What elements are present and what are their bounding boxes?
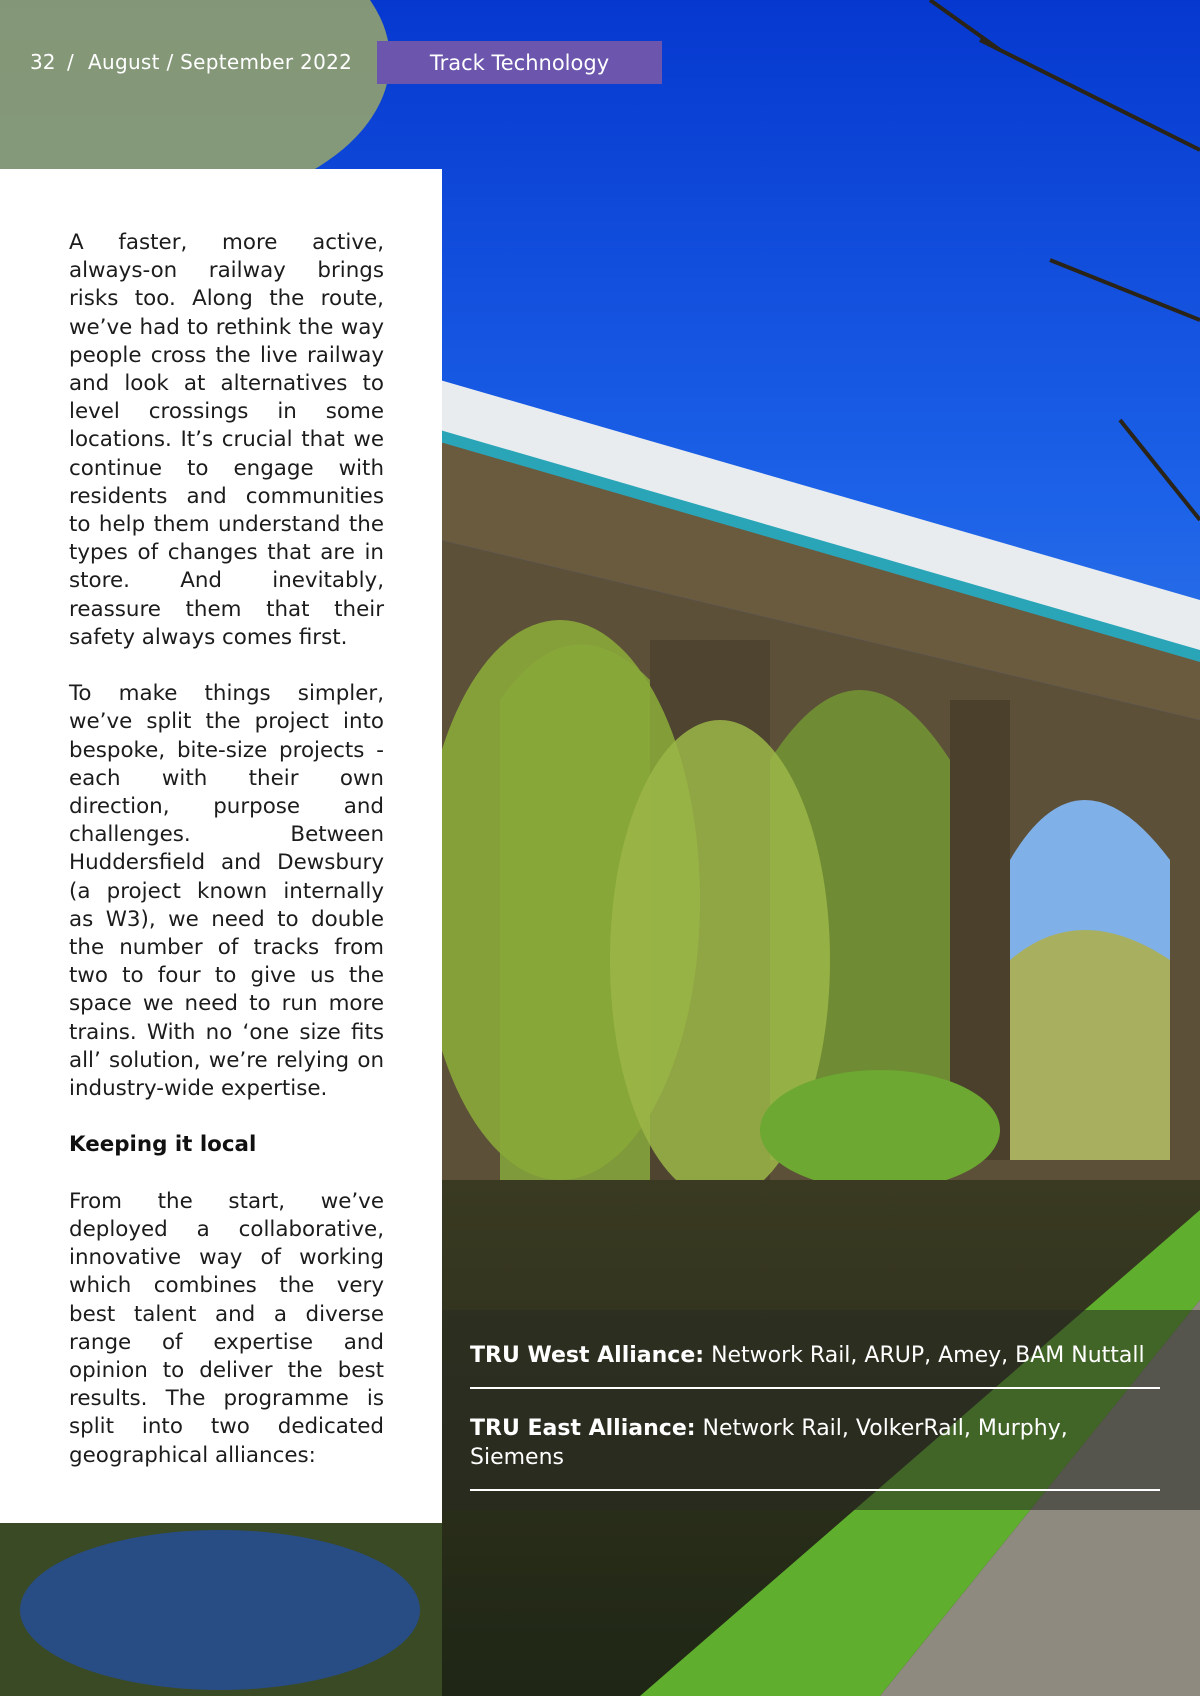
alliance-west-label: TRU West Alliance: (470, 1343, 705, 1368)
article-body (69, 229, 384, 1498)
alliance-east-label: TRU East Alliance: (470, 1416, 696, 1441)
header-separator: / (67, 50, 74, 74)
alliance-east-members: Network Rail, VolkerRail, Murphy, Siemens (470, 1416, 1068, 1470)
article-panel (0, 169, 442, 1523)
page-number: 32 (30, 50, 56, 74)
divider (470, 1387, 1160, 1389)
alliance-west-members: Network Rail, ARUP, Amey, BAM Nuttall (711, 1343, 1145, 1368)
article-paragraph-3: From the start, we’ve deployed a collaborative, innovative way of working which combines the very best talent and a diverse range of expertise and opinion to deliver the best results. The programme is split into two dedicated geographical alliances: (69, 1188, 384, 1468)
article-paragraph-1: A faster, more active, always-on railway brings risks too. Along the route, we’ve had to rethink the way people cross the live railway and look at alternatives to level crossings in some locations. It’s crucial that we continue to engage with residents and communities to help them understand the types of changes that are in store. And inevitably, reassure them that their safety always comes first. (69, 230, 384, 650)
article-subheading: Keeping it local (69, 1132, 257, 1158)
issue-date: August / September 2022 (88, 50, 353, 74)
article-paragraph-2: To make things simpler, we’ve split the project into bespoke, bite-size projects - each with their own direction, purpose and challenges. Between Huddersfield and Dewsbury (a project known internally as W3), we need to double the number of tracks from two to four to give us the space we need to run more trains. With no ‘one size fits all’ solution, we’re relying on industry-wide expertise. (69, 681, 384, 1102)
alliance-east (470, 1414, 1160, 1472)
section-tag: Track Technology (377, 41, 662, 84)
divider (470, 1489, 1160, 1491)
alliance-caption-box (442, 1310, 1200, 1510)
alliance-west (470, 1341, 1160, 1370)
